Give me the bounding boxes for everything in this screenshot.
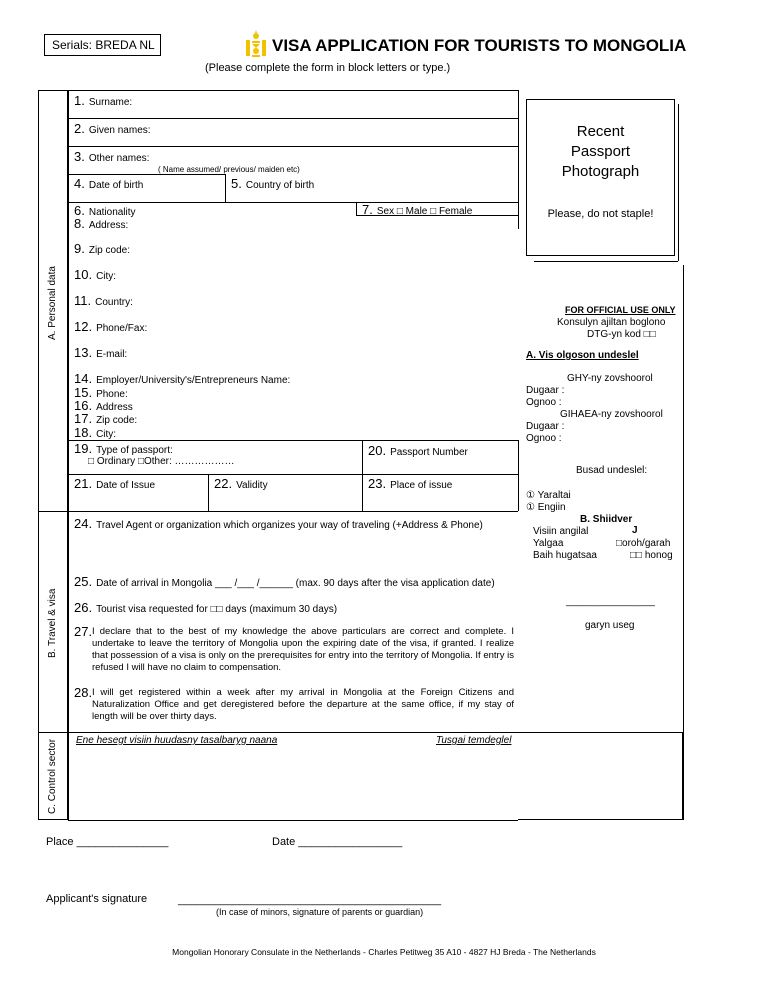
field-employer-city[interactable]: 18. City: — [74, 425, 117, 440]
field-passport-type[interactable]: 19. Type of passport: — [74, 441, 173, 456]
official-oroh: □oroh/garah — [616, 538, 671, 549]
field-city[interactable]: 10. City: — [74, 267, 117, 282]
section-b-label: B. Travel & visa — [47, 588, 58, 658]
official-baih: Baih hugatsaa — [533, 550, 597, 561]
section-a-label: A. Personal data — [47, 266, 58, 340]
official-visa-category: Visiin angilal — [533, 526, 589, 537]
form-title: VISA APPLICATION FOR TOURISTS TO MONGOLIA — [272, 36, 687, 55]
section-c-label: C. Control sector — [47, 738, 58, 814]
consulate-address: Mongolian Honorary Consulate in the Netherlands - Charles Petitweg 35 A10 - 4827 HJ Breda - The Netherlands — [172, 947, 596, 957]
field-travel-agent[interactable]: 24. Travel Agent or organization which organizes your way of traveling (+Address & Phone) — [74, 516, 483, 531]
field-email[interactable]: 13. E-mail: — [74, 345, 128, 360]
signature-line[interactable]: ___________________________________________ — [178, 894, 442, 906]
field-sex[interactable]: 7. Sex □ Male □ Female — [362, 202, 473, 217]
field-employer-address[interactable]: 16. Address — [74, 398, 133, 413]
soyombo-emblem-icon — [244, 30, 268, 58]
date-field[interactable]: Date _________________ — [272, 836, 403, 848]
field-address[interactable]: 8. Address: — [74, 216, 129, 231]
field-country-of-birth[interactable]: 5. Country of birth — [231, 176, 315, 191]
field-country[interactable]: 11. Country: — [74, 293, 133, 308]
field-place-of-issue[interactable]: 23. Place of issue — [368, 476, 453, 491]
field-passport-number[interactable]: 20. Passport Number — [368, 443, 468, 458]
field-zip-code[interactable]: 9. Zip code: — [74, 241, 130, 256]
official-line1: Konsulyn ajiltan boglono — [557, 317, 666, 328]
field-other-names[interactable]: 3. Other names: — [74, 149, 150, 164]
photo-note: Please, do not staple! — [547, 208, 654, 220]
field-visa-days[interactable]: 26. Tourist visa requested for □□ days (maximum 30 days) — [74, 600, 338, 615]
official-ognoo-1: Ognoo : — [526, 397, 562, 408]
control-right-label: Tusgai temdeglel — [436, 735, 512, 746]
field-arrival-date[interactable]: 25. Date of arrival in Mongolia ___ /___ /______ (max. 90 days after the visa application date) — [74, 574, 495, 589]
official-j: J — [632, 525, 638, 536]
serials-text: Serials: BREDA NL — [52, 38, 155, 52]
field-date-of-issue[interactable]: 21. Date of Issue — [74, 476, 155, 491]
official-engiin: ① Engiin — [526, 502, 566, 513]
form-subtitle: (Please complete the form in block letters or type.) — [205, 62, 451, 74]
field-given-names[interactable]: 2. Given names: — [74, 121, 151, 136]
photo-label: Recent Passport Photograph — [561, 123, 640, 180]
passport-type-options[interactable]: □ Ordinary □Other: ……………… — [88, 456, 235, 467]
field-nationality[interactable]: 6. Nationality — [74, 203, 136, 218]
official-heading: FOR OFFICIAL USE ONLY — [565, 305, 676, 315]
official-dugaar-2: Dugaar : — [526, 421, 565, 432]
official-busad: Busad undeslel: — [576, 465, 648, 476]
field-employer-zip[interactable]: 17. Zip code: — [74, 411, 138, 426]
official-vis-heading: A. Vis olgoson undeslel — [526, 350, 639, 361]
field-employer-phone[interactable]: 15. Phone: — [74, 385, 128, 400]
field-date-of-birth[interactable]: 4. Date of birth — [74, 176, 144, 191]
official-ghy: GHY-ny zovshoorol — [567, 373, 653, 384]
field-employer-name[interactable]: 14. Employer/University's/Entrepreneurs Name: — [74, 371, 291, 386]
field-phone-fax[interactable]: 12. Phone/Fax: — [74, 319, 148, 334]
official-dugaar-1: Dugaar : — [526, 385, 565, 396]
field-validity[interactable]: 22. Validity — [214, 476, 268, 491]
control-left-label: Ene hesegt visiin huudasny tasalbaryg naana — [76, 735, 278, 746]
official-garyn-useg: garyn useg — [585, 620, 635, 631]
place-field[interactable]: Place _______________ — [46, 836, 169, 848]
official-yalgaa: Yalgaa — [533, 538, 564, 549]
official-yaraltai: ① Yaraltai — [526, 490, 571, 501]
declaration-27-text: I declare that to the best of my knowledge the above particulars are correct and complete. I undertake to leave the territory of Mongolia upon the expiring date of the visa, if granted. I realize that possession of a visa is only on the prerequisites for entry into the territory of Mongolia. If entry is refused I will have no claim to compensation. — [92, 626, 514, 673]
field-surname[interactable]: 1. Surname: — [74, 93, 133, 108]
control-sector-right-box — [518, 732, 683, 820]
official-gihaea: GIHAEA-ny zovshoorol — [560, 409, 663, 420]
official-honog: □□ honog — [630, 550, 673, 561]
official-signature-line: ________________ — [566, 596, 655, 607]
official-ognoo-2: Ognoo : — [526, 433, 562, 444]
official-shiidver: B. Shiidver — [580, 514, 633, 525]
other-names-note: ( Name assumed/ previous/ maiden etc) — [158, 165, 300, 174]
declaration-28-number: 28. — [74, 685, 93, 700]
signature-note: (In case of minors, signature of parents or guardian) — [216, 907, 424, 917]
declaration-27-number: 27. — [74, 624, 93, 639]
section-sidebar — [38, 90, 68, 820]
declaration-28-text: I will get registered within a week after my arrival in Mongolia at the Foreign Citizens and Naturalization Office and get deregistered before the departure at the same office, if my stay of length will be over thirty days. — [92, 687, 514, 722]
signature-label: Applicant's signature — [46, 893, 148, 905]
official-line2: DTG-yn kod □□ — [587, 329, 656, 340]
